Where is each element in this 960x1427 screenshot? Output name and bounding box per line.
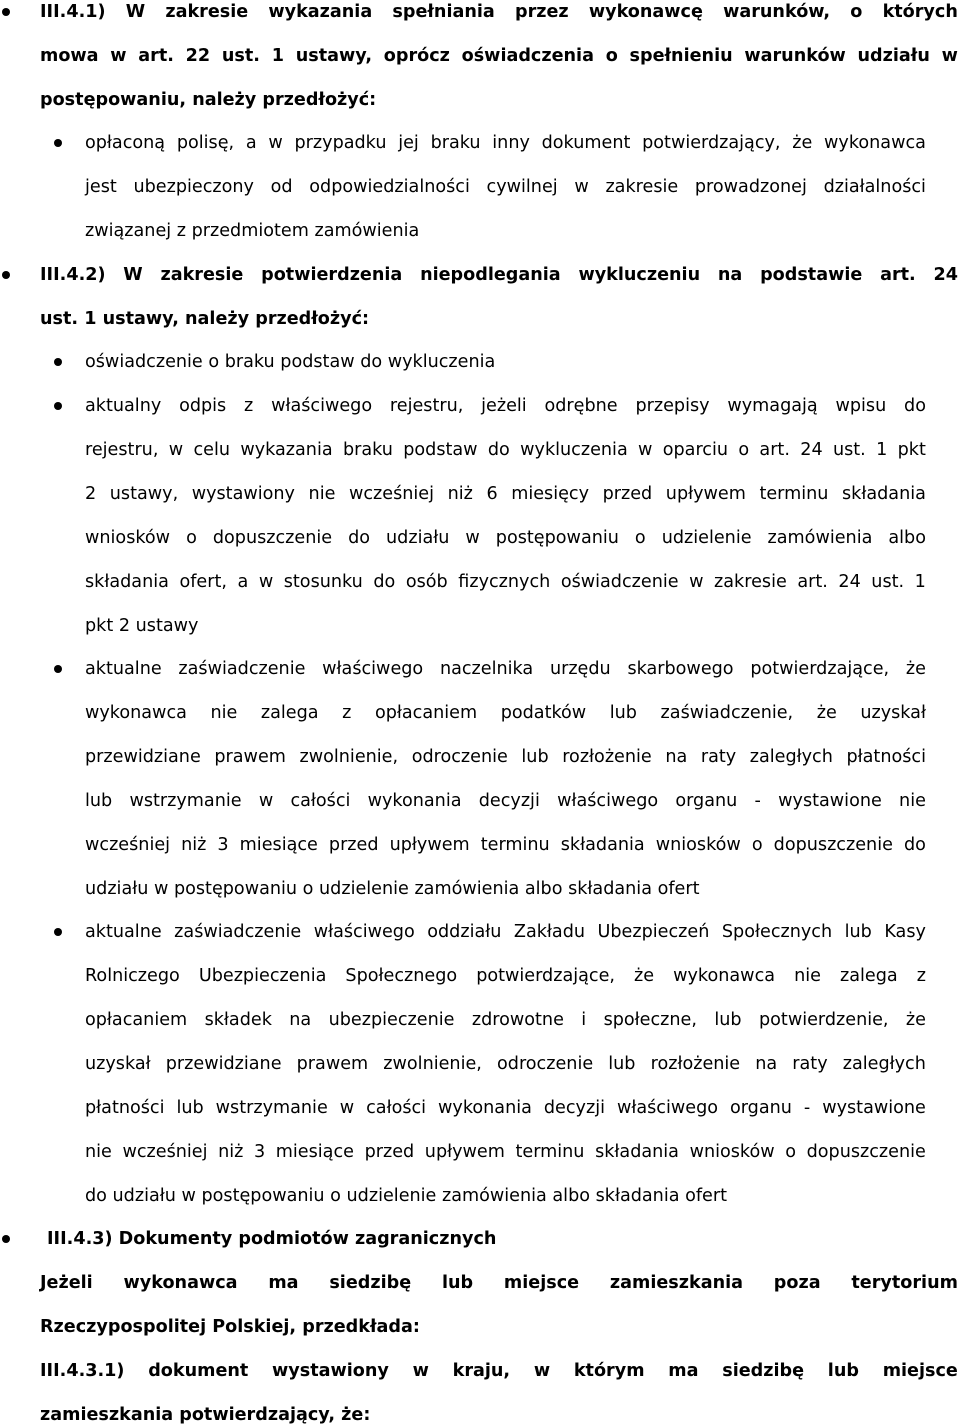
word: od [270, 177, 293, 197]
word: udziału [386, 528, 450, 548]
word: decyzji [543, 1098, 605, 1118]
word: stosunku [283, 572, 363, 592]
word: oświadczenie [560, 572, 679, 592]
word: 3 [253, 1142, 266, 1162]
word: warunków [744, 46, 846, 66]
word: Ubezpieczeń [597, 922, 710, 942]
word: o [738, 440, 750, 460]
list-item-line [85, 176, 926, 198]
word: zamówienia [767, 528, 873, 548]
word: ust. [832, 440, 866, 460]
word: wykonania [438, 1098, 532, 1118]
word: w [258, 791, 274, 811]
word: w [412, 1361, 429, 1381]
word: postępowaniu [495, 528, 619, 548]
paragraph-line [40, 1272, 958, 1294]
word: wykonania [367, 791, 462, 811]
word: przepisy [635, 396, 710, 416]
word: urzędu [549, 659, 611, 679]
word: lub [176, 1098, 204, 1118]
word: odroczenie [411, 747, 508, 767]
word: potwierdzenia [261, 265, 403, 285]
word: fizycznych [458, 572, 551, 592]
word: organu [729, 1098, 792, 1118]
word: albo [888, 528, 926, 548]
word: zaległych [842, 1054, 926, 1074]
word: w [465, 528, 480, 548]
word: celu [193, 440, 230, 460]
list-item-line: udziału w postępowaniu o udzielenie zamówienia albo składania ofert [85, 879, 700, 899]
word: wcześniej [122, 1142, 208, 1162]
word: na [289, 1010, 312, 1030]
word: miesiące [275, 1142, 354, 1162]
word: miesiące [239, 835, 318, 855]
word: ubezpieczony [133, 177, 254, 197]
word: wniosków [689, 1142, 775, 1162]
word: wniosków [655, 835, 741, 855]
word: terminu [515, 1142, 585, 1162]
list-item-line [85, 965, 926, 987]
list-item-line [85, 834, 926, 856]
word: W [125, 2, 146, 22]
word: art. [759, 440, 790, 460]
word: skarbowego [627, 659, 734, 679]
word: 1 [271, 46, 284, 66]
word: w [638, 440, 653, 460]
word: decyzji [478, 791, 540, 811]
word: kraju, [452, 1361, 511, 1381]
word: terminu [480, 835, 550, 855]
word: Kasy [884, 922, 926, 942]
word: 22 [185, 46, 211, 66]
list-item-line: oświadczenie o braku podstaw do wykluczenia [85, 352, 496, 372]
word: lub [844, 922, 872, 942]
word: przewidziane [165, 1054, 282, 1074]
word: i [581, 1010, 587, 1030]
word: że [816, 703, 837, 723]
word: prowadzonej [694, 177, 807, 197]
word: działalności [823, 177, 926, 197]
word: 2 [85, 484, 97, 504]
word: dopuszczenie [806, 1142, 926, 1162]
list-item-line [85, 395, 926, 417]
word: zaświadczenie [178, 659, 306, 679]
word: zalega [839, 966, 898, 986]
word: aktualne [85, 659, 162, 679]
word: III.4.3.1) [40, 1361, 125, 1381]
word: na [665, 747, 688, 767]
word: raty [700, 747, 737, 767]
word: do [904, 396, 926, 416]
word: Społecznych [721, 922, 833, 942]
word: prawem [296, 1054, 369, 1074]
word: zaświadczenie, [660, 703, 794, 723]
list-item-line [85, 658, 926, 680]
list-item-line [85, 132, 926, 154]
word: składania [85, 572, 169, 592]
word: Ubezpieczenia [198, 966, 327, 986]
word: że [905, 1010, 926, 1030]
word: lub [714, 1010, 742, 1030]
word: składania [595, 1142, 679, 1162]
word: Jeżeli [40, 1273, 93, 1293]
word: do [487, 440, 510, 460]
word: potwierdzające, [476, 966, 615, 986]
word: przed [328, 835, 379, 855]
word: w [110, 46, 127, 66]
word: zakresie [714, 572, 787, 592]
word: odpis [179, 396, 227, 416]
section-heading-line [40, 264, 958, 286]
word: wpisu [835, 396, 887, 416]
word: przewidziane [85, 747, 201, 767]
word: ubezpieczenie [328, 1010, 455, 1030]
word: w [533, 1361, 551, 1381]
word: o [186, 528, 197, 548]
word: podstaw [403, 440, 478, 460]
word: lub [521, 747, 549, 767]
word: wystawione [778, 791, 882, 811]
word: wystawione [822, 1098, 926, 1118]
list-item-line [85, 921, 926, 943]
subsection-line [40, 1360, 958, 1382]
word: o [634, 528, 646, 548]
word: miesięcy [511, 484, 590, 504]
list-item-line: związanej z przedmiotem zamówienia [85, 221, 420, 241]
word: udziału [857, 46, 930, 66]
word: zdrowotne [471, 1010, 564, 1030]
word: wniosków [85, 528, 171, 548]
word: wykonawcę [588, 2, 703, 22]
word: wcześniej [85, 835, 171, 855]
word: wcześniej [348, 484, 435, 504]
word: właściwego [271, 396, 373, 416]
word: odpowiedzialności [309, 177, 470, 197]
list-bullet [54, 402, 62, 410]
word: warunków, [723, 2, 831, 22]
word: w [268, 133, 283, 153]
word: dopuszczenie [212, 528, 333, 548]
section-heading-line: ust. 1 ustawy, należy przedłożyć: [40, 309, 370, 329]
word: naczelnika [439, 659, 534, 679]
word: jej [398, 133, 419, 153]
word: potwierdzający, [642, 133, 781, 153]
word: zamieszkania [609, 1273, 743, 1293]
word: zakresie [605, 177, 679, 197]
word: III.4.2) [40, 265, 106, 285]
word: na [717, 265, 743, 285]
word: - [754, 791, 761, 811]
word: z [342, 703, 352, 723]
word: płatności [85, 1098, 165, 1118]
word: aktualne [85, 922, 162, 942]
word: wykonawca [123, 1273, 238, 1293]
word: ust. [871, 572, 905, 592]
word: opłacaniem [85, 1010, 188, 1030]
word: całości [366, 1098, 427, 1118]
word: inny [492, 133, 530, 153]
section-heading-line: postępowaniu, należy przedłożyć: [40, 90, 377, 110]
word: a [245, 133, 257, 153]
word: oddziału [427, 922, 502, 942]
word: w [258, 572, 274, 592]
word: zakresie [160, 265, 244, 285]
word: osób [405, 572, 448, 592]
word: uzyskał [85, 1054, 151, 1074]
word: zalega [260, 703, 319, 723]
word: ust. [221, 46, 260, 66]
word: zaświadczenie [174, 922, 302, 942]
list-item-line [85, 702, 926, 724]
word: pkt [897, 440, 926, 460]
word: wystawiony [191, 484, 295, 504]
list-item-line [85, 1053, 926, 1075]
word: lub [608, 1054, 636, 1074]
word: a [237, 572, 249, 592]
subsection-line: zamieszkania potwierdzający, że: [40, 1405, 371, 1425]
word: na [755, 1054, 778, 1074]
word: nie [794, 966, 821, 986]
word: wykonawca [85, 703, 187, 723]
word: rozłożenie [562, 747, 652, 767]
list-bullet [54, 928, 62, 936]
word: nie [85, 1142, 112, 1162]
word: niż [447, 484, 473, 504]
word: upływem [665, 484, 746, 504]
word: rozłożenie [650, 1054, 741, 1074]
word: Zakładu [513, 922, 586, 942]
word: 1 [876, 440, 888, 460]
word: ustawy, [109, 484, 179, 504]
word: w [689, 572, 704, 592]
word: oprócz [383, 46, 450, 66]
word: rejestru, [85, 440, 159, 460]
word: w [168, 440, 184, 460]
word: nie [308, 484, 336, 504]
word: podatków [500, 703, 587, 723]
word: upływem [389, 835, 470, 855]
list-bullet [54, 665, 62, 673]
word: do [903, 835, 926, 855]
word: III.4.1) [40, 2, 106, 22]
word: siedzibę [722, 1361, 805, 1381]
word: zakresie [165, 2, 249, 22]
word: właściwego [322, 659, 424, 679]
word: - [803, 1098, 811, 1118]
word: o [785, 1142, 796, 1162]
word: ustawy, [295, 46, 373, 66]
section-heading-line [40, 1, 958, 23]
word: wykazania [240, 440, 333, 460]
word: lub [441, 1273, 474, 1293]
list-item-line [85, 790, 926, 812]
word: lub [85, 791, 113, 811]
word: podstawie [760, 265, 863, 285]
word: jeżeli [481, 396, 527, 416]
word: udzielenie [661, 528, 752, 548]
word: potwierdzające, [750, 659, 890, 679]
word: braku [430, 133, 481, 153]
list-item-line [85, 746, 926, 768]
word: nie [210, 703, 238, 723]
list-item-line [85, 571, 926, 593]
word: nie [899, 791, 926, 811]
word: poza [773, 1273, 821, 1293]
word: w [574, 177, 589, 197]
word: 24 [800, 440, 823, 460]
word: potwierdzenie, [758, 1010, 889, 1030]
word: ofert, [179, 572, 227, 592]
word: że [634, 966, 655, 986]
word: zwolnienie, [383, 1054, 482, 1074]
word: w [941, 46, 958, 66]
word: w [339, 1098, 355, 1118]
word: wykonawca [824, 133, 926, 153]
word: wykluczeniu [578, 265, 701, 285]
word: ma [268, 1273, 299, 1293]
section-heading-line [40, 45, 958, 67]
list-item-line [85, 527, 926, 549]
word: lub [609, 703, 637, 723]
word: cywilnej [486, 177, 558, 197]
word: miejsce [882, 1361, 958, 1381]
word: że [792, 133, 813, 153]
word: miejsce [503, 1273, 580, 1293]
word: którym [573, 1361, 645, 1381]
word: polisę, [176, 133, 235, 153]
word: właściwego [616, 1098, 718, 1118]
word: mowa [40, 46, 99, 66]
word: prawem [214, 747, 286, 767]
word: lub [827, 1361, 859, 1381]
word: przez [514, 2, 569, 22]
word: 24 [933, 265, 958, 285]
word: zwolnienie, [299, 747, 399, 767]
word: opłacaniem [374, 703, 478, 723]
word: siedzibę [329, 1273, 412, 1293]
word: składania [842, 484, 926, 504]
word: dokument [148, 1361, 249, 1381]
word: art. [797, 572, 828, 592]
list-item-line: pkt 2 ustawy [85, 616, 199, 636]
word: o [751, 835, 763, 855]
word: 1 [914, 572, 926, 592]
list-item-line [85, 483, 926, 505]
section-bullet [2, 8, 10, 16]
list-item-line [85, 1009, 926, 1031]
word: oświadczenia [461, 46, 594, 66]
word: z [916, 966, 926, 986]
word: terminu [759, 484, 829, 504]
word: wykluczenia [520, 440, 628, 460]
section-bullet [2, 271, 10, 279]
word: niż [181, 835, 207, 855]
word: że [905, 659, 926, 679]
word: wstrzymanie [215, 1098, 328, 1118]
word: właściwego [557, 791, 659, 811]
word: całości [290, 791, 351, 811]
word: składek [204, 1010, 272, 1030]
word: uzyskał [860, 703, 926, 723]
word: oparciu [662, 440, 729, 460]
word: niepodlegania [420, 265, 561, 285]
section-bullet [2, 1235, 10, 1243]
word: braku [342, 440, 393, 460]
word: opłaconą [85, 133, 166, 153]
word: do [373, 572, 396, 592]
word: ma [668, 1361, 699, 1381]
word: terytorium [851, 1273, 958, 1293]
word: przed [602, 484, 653, 504]
section-heading: III.4.3) Dokumenty podmiotów zagranicznych [47, 1229, 497, 1249]
word: jest [85, 177, 117, 197]
word: płatności [846, 747, 926, 767]
word: wykazania [268, 2, 373, 22]
word: 24 [838, 572, 861, 592]
list-item-line [85, 1097, 926, 1119]
word: przed [364, 1142, 415, 1162]
word: zaległych [749, 747, 833, 767]
word: 3 [217, 835, 229, 855]
list-item-line: do udziału w postępowaniu o udzielenie zamówienia albo składania ofert [85, 1186, 728, 1206]
word: wymagają [727, 396, 818, 416]
word: składania [560, 835, 645, 855]
word: przypadku [294, 133, 387, 153]
word: niż [218, 1142, 244, 1162]
word: wystawiony [272, 1361, 389, 1381]
word: rejestru, [389, 396, 464, 416]
word: dokument [541, 133, 631, 153]
word: do [348, 528, 371, 548]
word: spełnieniu [629, 46, 733, 66]
list-item-line [85, 1141, 926, 1163]
word: art. [138, 46, 174, 66]
word: W [123, 265, 143, 285]
word: wstrzymanie [129, 791, 242, 811]
word: Rolniczego [85, 966, 180, 986]
list-bullet [54, 358, 62, 366]
word: z [244, 396, 254, 416]
word: o [850, 2, 863, 22]
word: spełniania [392, 2, 495, 22]
word: właściwego [313, 922, 415, 942]
word: odrębne [544, 396, 618, 416]
word: społeczne, [603, 1010, 697, 1030]
word: art. [880, 265, 916, 285]
word: o [605, 46, 618, 66]
word: aktualny [85, 396, 162, 416]
word: raty [792, 1054, 828, 1074]
paragraph-line: Rzeczypospolitej Polskiej, przedkłada: [40, 1317, 420, 1337]
word: upływem [424, 1142, 505, 1162]
word: odroczenie [497, 1054, 594, 1074]
word: dopuszczenie [773, 835, 893, 855]
word: organu [675, 791, 738, 811]
word: Społecznego [345, 966, 458, 986]
list-bullet [54, 139, 62, 147]
word: wykonawca [673, 966, 776, 986]
list-item-line [85, 439, 926, 461]
word: których [882, 2, 958, 22]
word: 6 [486, 484, 498, 504]
